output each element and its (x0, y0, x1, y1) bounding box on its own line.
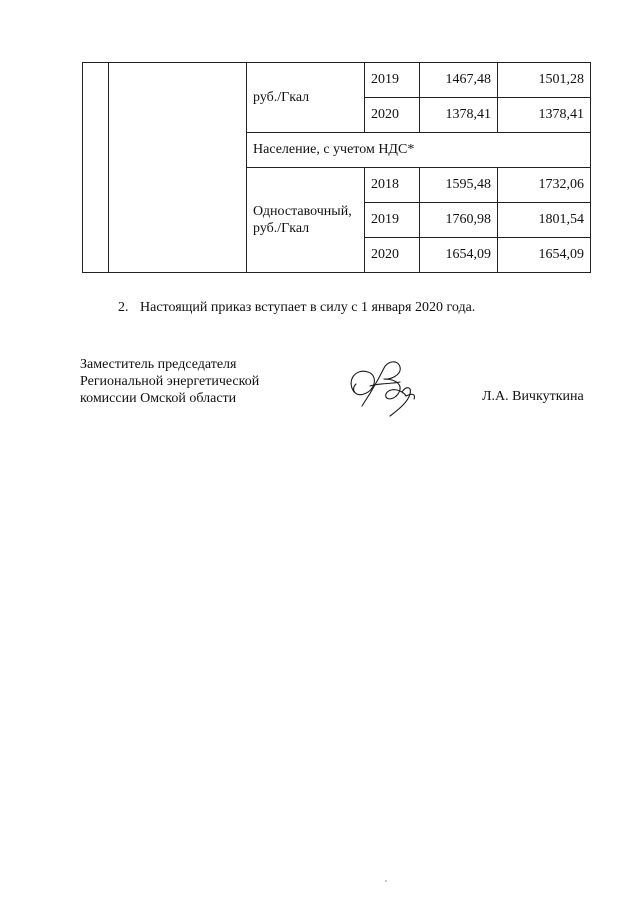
handwritten-signature (340, 350, 430, 425)
group-cell (109, 63, 247, 273)
year-cell: 2020 (365, 238, 420, 273)
tariff-table (82, 62, 591, 273)
signer-name: Л.А. Вичкуткина (482, 389, 584, 404)
signer-position-line: Региональной энергетической (80, 374, 260, 389)
year-cell: 2020 (365, 98, 420, 133)
value-cell: 1501,28 (498, 63, 591, 98)
year-cell: 2019 (365, 63, 420, 98)
table-row (83, 63, 591, 98)
clause-text: Настоящий приказ вступает в силу с 1 января 2020 года. (140, 300, 476, 315)
clause-number: 2. (118, 300, 129, 315)
value-cell: 1378,41 (420, 98, 498, 133)
value-cell: 1732,06 (498, 168, 591, 203)
value-cell: 1467,48 (420, 63, 498, 98)
signer-position (80, 356, 259, 407)
value-cell: 1654,09 (498, 238, 591, 273)
section-title-cell: Население, с учетом НДС* (247, 133, 591, 168)
unit-cell: руб./Гкал (247, 63, 365, 133)
clause-2 (118, 300, 475, 316)
value-cell: 1378,41 (498, 98, 591, 133)
year-cell: 2018 (365, 168, 420, 203)
value-cell: 1760,98 (420, 203, 498, 238)
signer-position-line: Заместитель председателя (80, 357, 237, 372)
value-cell: 1801,54 (498, 203, 591, 238)
signer-position-line: комиссии Омской области (80, 391, 237, 406)
number-cell (83, 63, 109, 273)
value-cell: 1595,48 (420, 168, 498, 203)
scan-speck (385, 880, 387, 882)
unit-cell: Одноставочный, руб./Гкал (247, 168, 365, 273)
year-cell: 2019 (365, 203, 420, 238)
value-cell: 1654,09 (420, 238, 498, 273)
